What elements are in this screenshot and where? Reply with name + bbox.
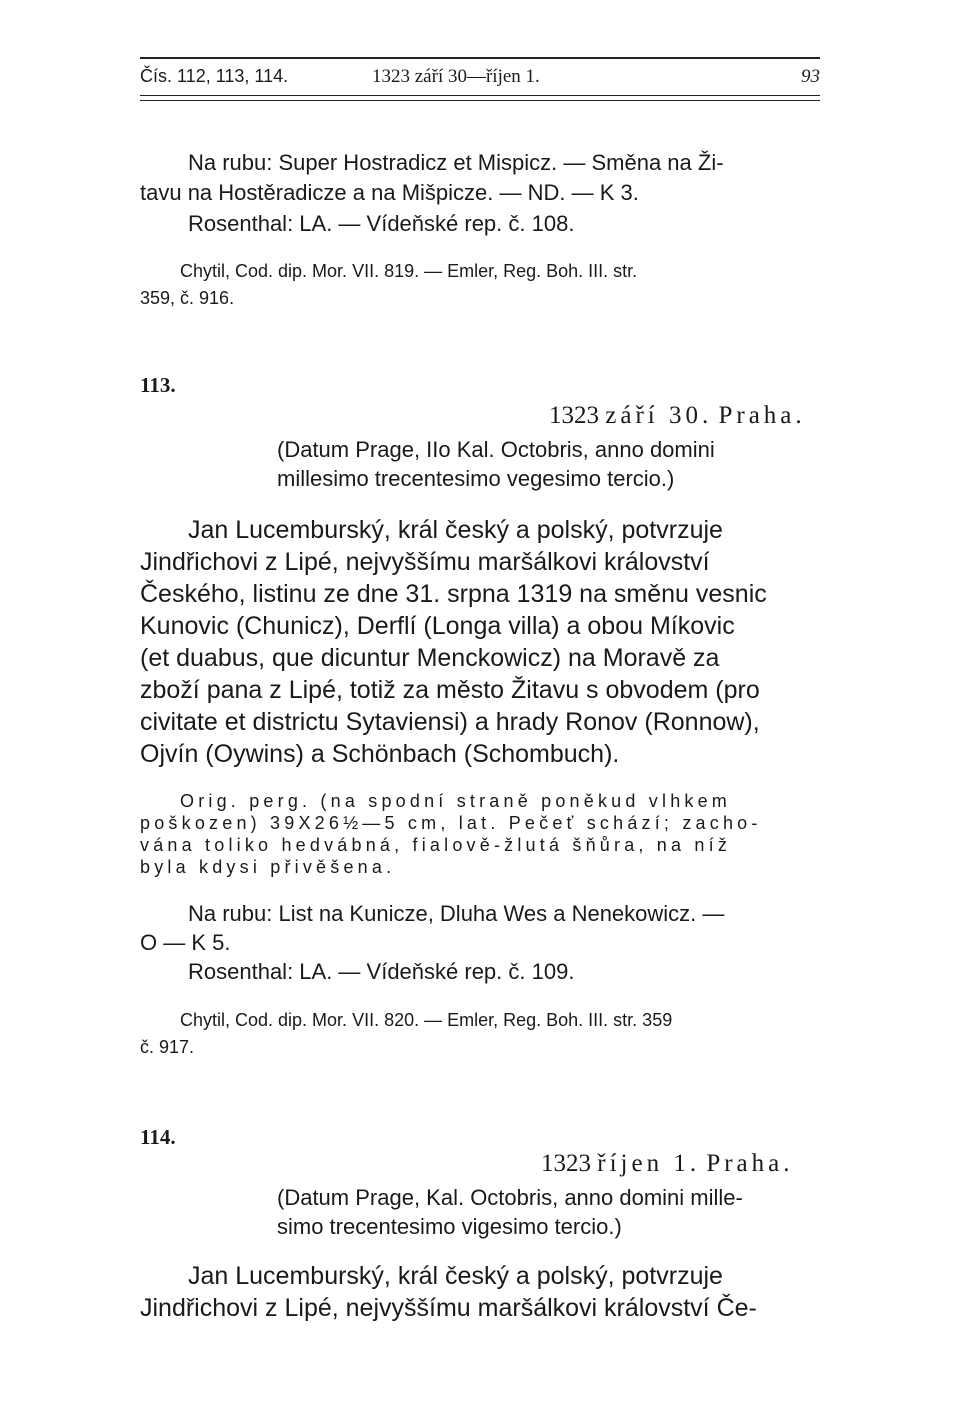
page-number: 93 — [801, 66, 820, 87]
doc113-place: Praha. — [718, 402, 806, 429]
header-top-rule — [140, 57, 820, 59]
doc113-body-line: Jan Lucemburský, král český a polský, potvrzuje — [188, 516, 723, 544]
doc113-body-line: Kunovic (Chunicz), Derflí (Longa villa) a obou Míkovic — [140, 612, 735, 640]
doc113-datum-line1: (Datum Prage, IIo Kal. Octobris, anno domini — [277, 437, 715, 462]
doc112-lit-line1: Chytil, Cod. dip. Mor. VII. 819. — Emler, Reg. Boh. III. str. — [180, 261, 638, 281]
doc113-body-line: civitate et districtu Sytaviensi) a hrady Ronov (Ronnow), — [140, 708, 760, 736]
doc113-rubu-line1: Na rubu: List na Kunicze, Dluha Wes a Nenekowicz. — — [188, 901, 725, 926]
doc113-orig-line: byla kdysi přivěšena. — [140, 857, 396, 877]
doc113-body-line: Ojvín (Oywins) a Schönbach (Schombuch). — [140, 740, 620, 768]
doc114-datum-line2: simo trecentesimo vigesimo tercio.) — [277, 1214, 622, 1239]
doc114-number: 114. — [140, 1125, 176, 1149]
doc113-orig-line: vána toliko hedvábná, fialově-žlutá šňůra, na níž — [140, 835, 732, 855]
doc113-number: 113. — [140, 373, 176, 397]
doc114-year: 1323 — [541, 1150, 591, 1177]
header-date-range: 1323 září 30—říjen 1. — [372, 66, 540, 87]
header-double-rule — [140, 95, 820, 101]
doc113-rubu-line2: O — K 5. — [140, 930, 231, 955]
doc114-datum-line1: (Datum Prage, Kal. Octobris, anno domini mille- — [277, 1185, 743, 1210]
doc113-orig-line: Orig. perg. (na spodní straně poněkud vlhkem — [180, 791, 732, 811]
doc112-rosenthal: Rosenthal: LA. — Vídeňské rep. č. 108. — [188, 211, 575, 236]
doc114-place: Praha. — [706, 1150, 794, 1177]
doc112-rubu-line2: tavu na Hostěradicze a na Mišpicze. — ND. — K 3. — [140, 180, 639, 205]
doc113-body-line: Jindřichovi z Lipé, nejvyššímu maršálkovi království — [140, 548, 710, 576]
doc113-lit-line2: č. 917. — [140, 1037, 195, 1057]
doc114-month-day: říjen 1. — [597, 1150, 701, 1177]
running-header — [140, 62, 820, 92]
doc112-lit-line2: 359, č. 916. — [140, 288, 235, 308]
doc113-orig-line: poškozen) 39X26½—5 cm, lat. Pečeť schází; zacho- — [140, 813, 762, 833]
doc112-rubu-line1: Na rubu: Super Hostradicz et Mispicz. — Směna na Ži- — [188, 150, 724, 175]
doc113-year: 1323 — [549, 402, 599, 429]
doc113-datum-line2: millesimo trecentesimo vegesimo tercio.) — [277, 466, 675, 491]
doc113-month-day: září 30. — [605, 402, 713, 429]
doc114-body-line: Jan Lucemburský, král český a polský, potvrzuje — [188, 1262, 723, 1290]
header-document-numbers: Čís. 112, 113, 114. — [140, 66, 289, 86]
doc114-body-line: Jindřichovi z Lipé, nejvyššímu maršálkovi království Če- — [140, 1294, 757, 1322]
doc113-body-line: Českého, listinu ze dne 31. srpna 1319 na směnu vesnic — [140, 580, 767, 608]
doc113-rosenthal: Rosenthal: LA. — Vídeňské rep. č. 109. — [188, 959, 575, 984]
doc113-body-line: zboží pana z Lipé, totiž za město Žitavu s obvodem (pro — [140, 676, 760, 704]
doc113-body-line: (et duabus, que dicuntur Menckowicz) na Moravě za — [140, 644, 720, 672]
doc113-lit-line1: Chytil, Cod. dip. Mor. VII. 820. — Emler, Reg. Boh. III. str. 359 — [180, 1010, 673, 1030]
